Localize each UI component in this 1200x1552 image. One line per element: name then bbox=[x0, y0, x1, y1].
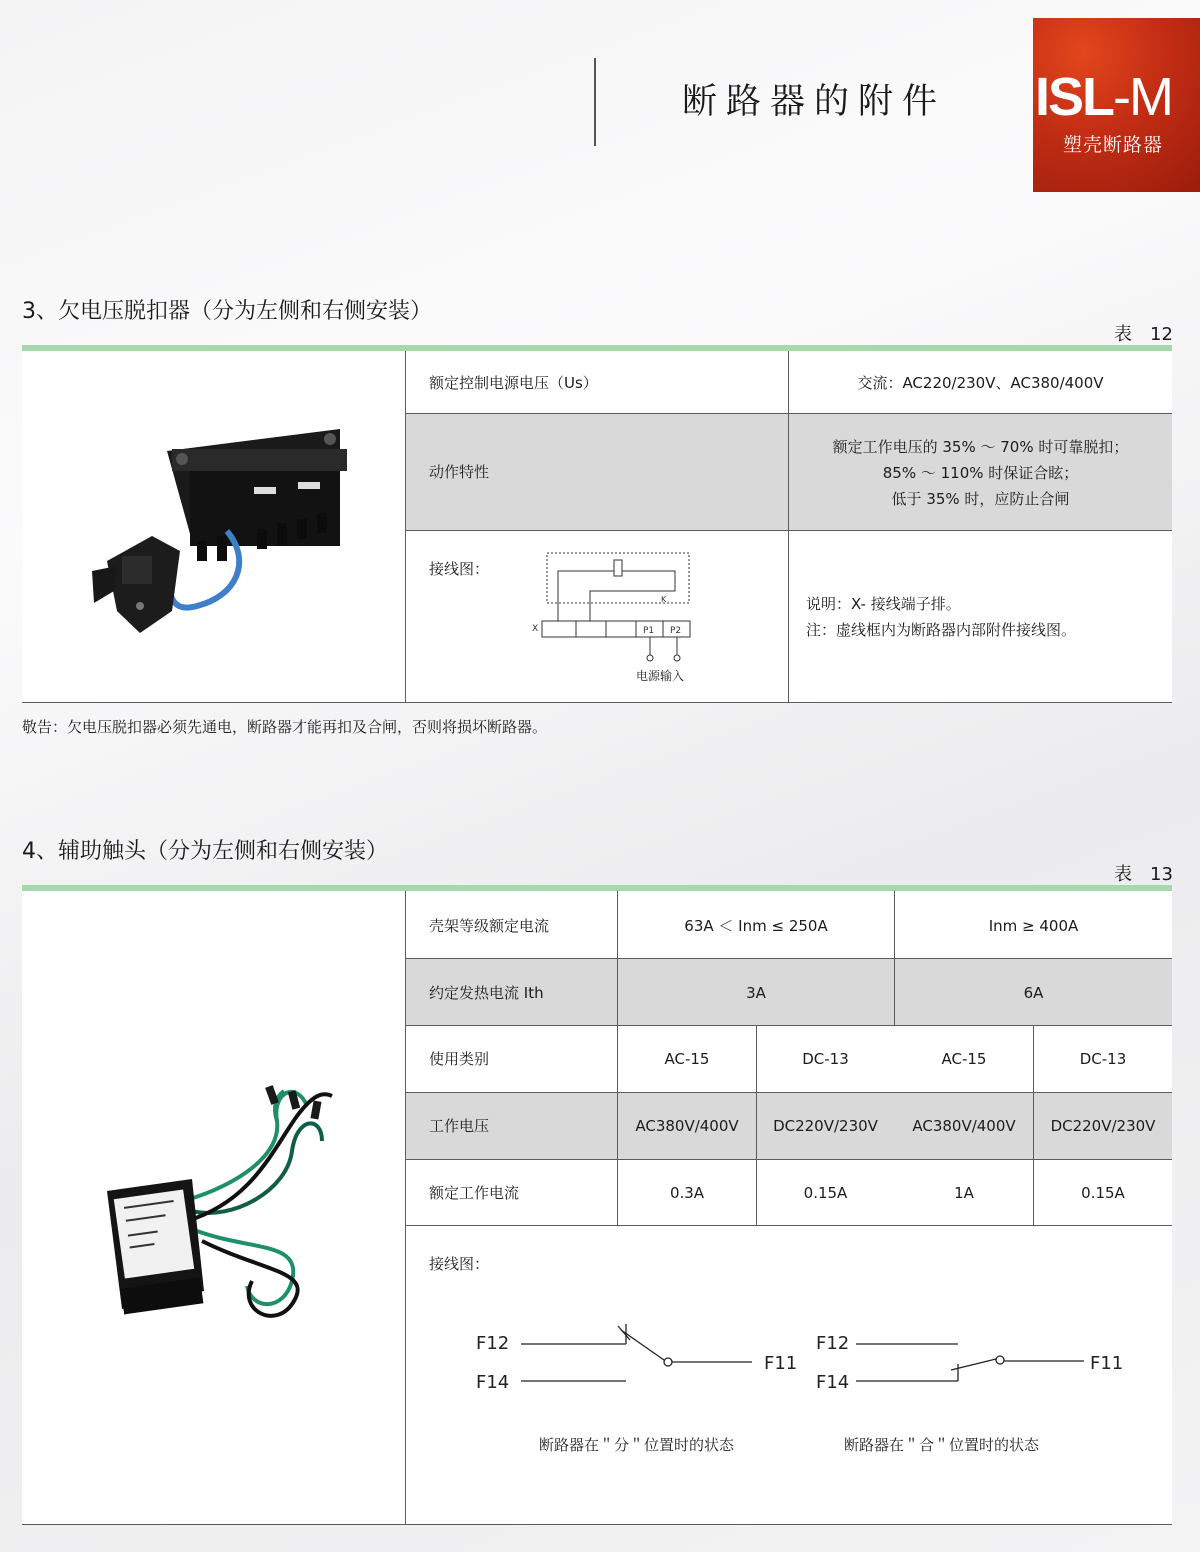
closed-f12: F12 bbox=[816, 1333, 850, 1354]
current-cell-3: 1A bbox=[954, 1184, 974, 1202]
category-cell-3: AC-15 bbox=[941, 1050, 987, 1068]
x-label: X bbox=[532, 624, 539, 634]
wiring-note-2: 注：虚线框内为断路器内部附件接线图。 bbox=[806, 621, 1077, 639]
brand-logo bbox=[1033, 18, 1200, 192]
undervoltage-wiring-diagram bbox=[520, 545, 720, 690]
action-characteristic-line-1: 额定工作电压的 35% ～ 70% 时可靠脱扣； bbox=[832, 438, 1129, 456]
logo-subtitle: 塑壳断路器 bbox=[1063, 134, 1164, 156]
undervoltage-release-image bbox=[22, 351, 405, 702]
open-f14: F14 bbox=[476, 1372, 510, 1393]
page-title: 断路器的附件 bbox=[682, 82, 947, 122]
table12-bottom-line bbox=[22, 702, 1172, 703]
voltage-cell-1: AC380V/400V bbox=[635, 1117, 739, 1135]
wiring-diagram-label: 接线图： bbox=[429, 560, 490, 578]
rated-operating-current-label: 额定工作电流 bbox=[429, 1184, 520, 1202]
current-cell-2: 0.15A bbox=[803, 1184, 848, 1202]
utilization-category-label: 使用类别 bbox=[429, 1050, 490, 1068]
frame-rated-current-label: 壳架等级额定电流 bbox=[429, 917, 550, 935]
k-label: K bbox=[661, 595, 667, 604]
power-input-label: 电源输入 bbox=[636, 669, 685, 683]
frame-rated-current-large: Inm ≥ 400A bbox=[988, 917, 1079, 935]
caption-open-state: 断路器在＂分＂位置时的状态 bbox=[539, 1436, 735, 1454]
frame-rated-current-small: 63A ＜ Inm ≤ 250A bbox=[684, 917, 828, 935]
table12-label: 表 12 bbox=[1114, 324, 1173, 345]
category-cell-4: DC-13 bbox=[1079, 1050, 1127, 1068]
thermal-current-large: 6A bbox=[1023, 984, 1044, 1002]
p2-label: P2 bbox=[670, 626, 682, 636]
thermal-current-label: 约定发热电流 Ith bbox=[429, 984, 544, 1002]
auxiliary-contact-image bbox=[22, 891, 405, 1524]
current-cell-4: 0.15A bbox=[1081, 1184, 1125, 1202]
section4-title: 4、辅助触头（分为左侧和右侧安装） bbox=[22, 839, 388, 864]
action-characteristic-label: 动作特性 bbox=[429, 463, 490, 481]
table13-label: 表 13 bbox=[1114, 864, 1173, 885]
category-cell-2: DC-13 bbox=[802, 1050, 849, 1068]
closed-f11: F11 bbox=[1090, 1353, 1124, 1374]
header-divider bbox=[594, 58, 596, 146]
undervoltage-photo-cell bbox=[22, 351, 405, 702]
logo-wordmark: ISL-M bbox=[1035, 67, 1172, 127]
wiring-note-1: 说明：X- 接线端子排。 bbox=[806, 595, 961, 613]
category-cell-1: AC-15 bbox=[664, 1050, 710, 1068]
table13-bottom-line bbox=[22, 1524, 1172, 1525]
operating-voltage-label: 工作电压 bbox=[429, 1117, 490, 1135]
current-cell-1: 0.3A bbox=[669, 1184, 705, 1202]
warning-text: 敬告：欠电压脱扣器必须先通电，断路器才能再扣及合闸，否则将损坏断路器。 bbox=[22, 718, 548, 736]
voltage-cell-4: DC220V/230V bbox=[1050, 1117, 1156, 1135]
aux-contact-wiring-diagram bbox=[406, 1300, 1172, 1470]
open-f11: F11 bbox=[764, 1353, 798, 1374]
action-characteristic-line-2: 85% ～ 110% 时保证合眩； bbox=[882, 464, 1079, 482]
aux-contact-photo-cell bbox=[22, 891, 405, 1524]
rated-control-voltage-label: 额定控制电源电压（Us） bbox=[429, 374, 598, 392]
p1-label: P1 bbox=[643, 626, 655, 636]
action-characteristic-line-3: 低于 35% 时，应防止合闸 bbox=[891, 490, 1070, 508]
aux-wiring-label: 接线图： bbox=[429, 1255, 490, 1273]
caption-closed-state: 断路器在＂合＂位置时的状态 bbox=[844, 1436, 1040, 1454]
voltage-cell-3: AC380V/400V bbox=[912, 1117, 1016, 1135]
open-f12: F12 bbox=[476, 1333, 510, 1354]
rated-control-voltage-value: 交流：AC220/230V、AC380/400V bbox=[857, 374, 1104, 392]
closed-f14: F14 bbox=[816, 1372, 850, 1393]
thermal-current-small: 3A bbox=[746, 984, 766, 1002]
section3-title: 3、欠电压脱扣器（分为左侧和右侧安装） bbox=[22, 299, 432, 324]
voltage-cell-2: DC220V/230V bbox=[773, 1117, 878, 1135]
